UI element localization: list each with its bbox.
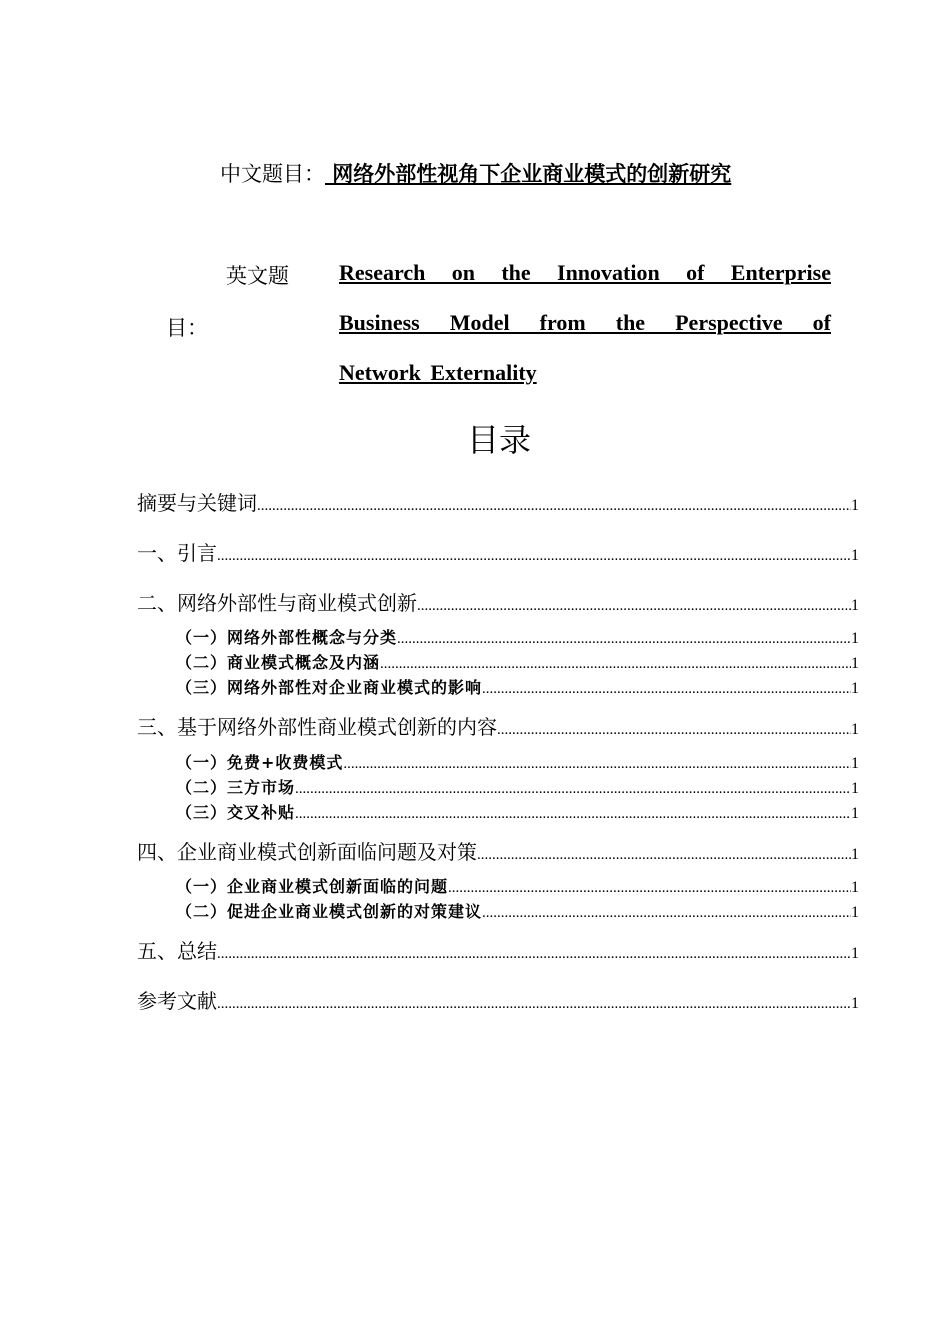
toc-entry-page: 1 [851,680,859,697]
toc-entry-label: （二）三方市场 [176,778,296,797]
chinese-title-label: 中文题目： [220,162,325,186]
chinese-title-line [220,158,731,188]
toc-leader-dots [417,598,851,615]
toc-leader-dots [257,498,851,515]
toc-entry-page: 1 [851,904,859,921]
toc-entry-page: 1 [851,995,859,1012]
toc-leader-dots [497,722,851,739]
toc-leader-dots [295,806,851,823]
toc-entry-page: 1 [851,655,859,672]
toc-entry-label: （二）商业模式概念及内涵 [176,653,381,672]
english-title-label-part2: 目： [166,316,208,340]
english-title-line-3: Network Externality [339,360,537,385]
toc-leader-dots [217,946,851,963]
toc-entry[interactable] [137,985,859,1014]
toc-entry-page: 1 [851,721,859,738]
toc-entry-label: （一）企业商业模式创新面临的问题 [176,877,449,896]
toc-entry[interactable] [137,711,859,740]
toc-entry-label: 摘要与关键词 [137,491,257,515]
toc-subentry[interactable] [176,800,859,823]
toc-entry[interactable] [137,587,859,616]
toc-entry-page: 1 [851,630,859,647]
toc-entry-label: （一）免费+收费模式 [176,753,344,772]
toc-entry-page: 1 [851,879,859,896]
toc-leader-dots [295,781,851,798]
toc-entry-label: 一、引言 [137,541,217,565]
toc-entry-label: 四、企业商业模式创新面临问题及对策 [137,840,477,864]
toc-leader-dots [380,656,851,673]
toc-entry-page: 1 [851,805,859,822]
toc-subentry[interactable] [176,874,859,897]
toc-entry[interactable] [137,836,859,865]
toc-entry-label: 参考文献 [137,989,217,1013]
toc-leader-dots [343,756,851,773]
toc-subentry[interactable] [176,650,859,673]
toc-leader-dots [217,996,851,1013]
toc-entry-page: 1 [851,597,859,614]
english-title-line-2: Business Model from the Perspective of [339,310,831,335]
toc-entry-label: （一）网络外部性概念与分类 [176,628,398,647]
chinese-title-value: 网络外部性视角下企业商业模式的创新研究 [325,162,732,186]
toc-entry-page: 1 [851,497,859,514]
toc-entry-label: 三、基于网络外部性商业模式创新的内容 [137,715,497,739]
toc-leader-dots [482,681,851,698]
toc-leader-dots [477,847,851,864]
toc-entry[interactable] [137,537,859,566]
toc-entry-page: 1 [851,945,859,962]
toc-subentry[interactable] [176,750,859,773]
toc-entry-page: 1 [851,780,859,797]
toc-entry-page: 1 [851,846,859,863]
english-title-line-1: Research on the Innovation of Enterprise [339,260,831,285]
toc-entry-label: （二）促进企业商业模式创新的对策建议 [176,902,483,921]
toc-heading: 目录 [466,421,531,459]
toc-subentry[interactable] [176,675,859,698]
toc-leader-dots [482,905,851,922]
toc-leader-dots [448,880,851,897]
toc-entry-label: （三）交叉补贴 [176,803,296,822]
toc-entry-page: 1 [851,755,859,772]
toc-entry-label: 二、网络外部性与商业模式创新 [137,591,417,615]
toc-entry[interactable] [137,935,859,964]
toc-subentry[interactable] [176,775,859,798]
toc-subentry[interactable] [176,899,859,922]
toc-leader-dots [217,548,851,565]
toc-entry-page: 1 [851,547,859,564]
english-title-label-part1: 英文题 [226,264,289,288]
toc-leader-dots [397,631,851,648]
toc-entry-label: （三）网络外部性对企业商业模式的影响 [176,678,483,697]
toc-subentry[interactable] [176,625,859,648]
toc-entry-label: 五、总结 [137,939,217,963]
toc-entry[interactable] [137,487,859,516]
